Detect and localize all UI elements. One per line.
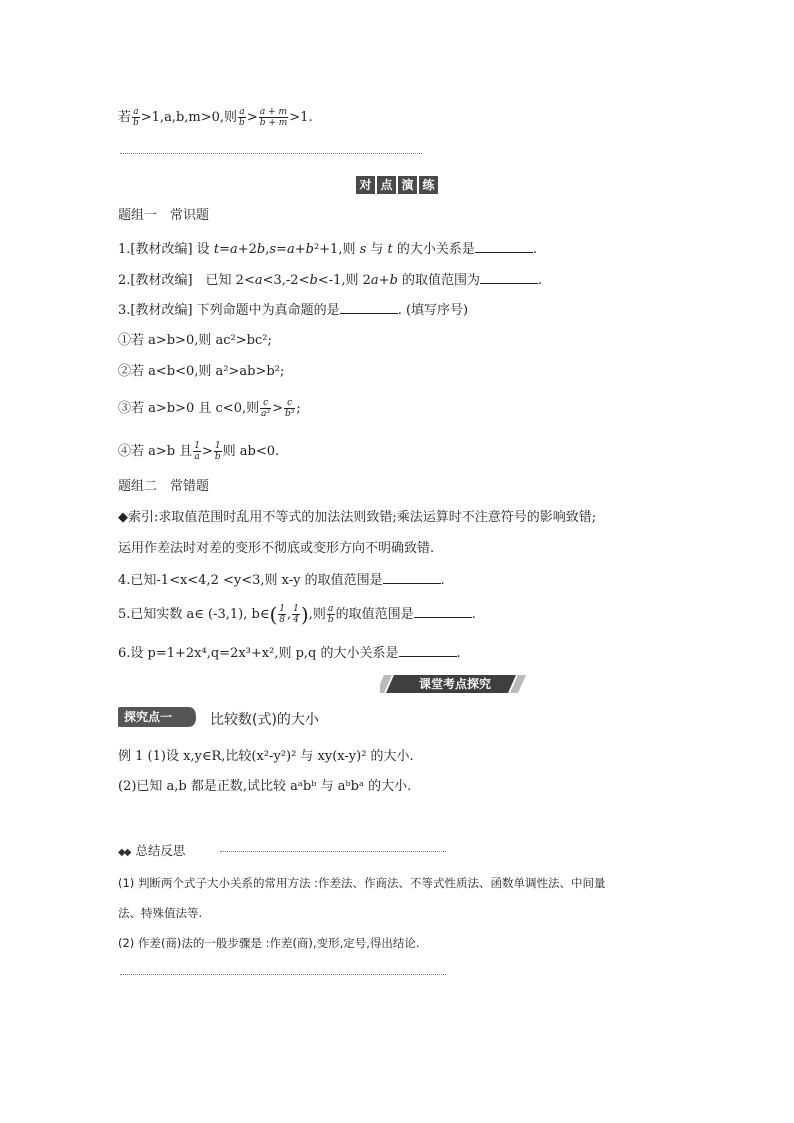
q1-text: 1.[教材改编] 设 — [118, 242, 214, 257]
frac-den: 8 — [279, 615, 286, 625]
var: b — [305, 242, 314, 257]
point-tag-text: 探究点一 — [124, 710, 173, 724]
frac-den: 4 — [293, 615, 299, 625]
opt4-text: > — [201, 444, 213, 459]
answer-blank[interactable] — [383, 571, 441, 584]
opt4-text: 则 ab<0. — [222, 444, 280, 459]
var: b — [309, 273, 318, 288]
frac-den: b — [133, 118, 139, 128]
banner-char: 演 — [398, 176, 417, 194]
question-3 — [118, 301, 468, 320]
fraction-a-over-b — [327, 604, 335, 625]
q6-text: . — [456, 646, 461, 661]
q1-text: +2 — [237, 242, 257, 257]
question-4 — [118, 571, 445, 590]
fraction-am-over-bm — [259, 107, 289, 128]
q5-text: 的取值范围是 — [335, 607, 414, 622]
q4-text: 4.已知-1<x<4,2 <y<3,则 x-y 的取值范围是 — [118, 573, 383, 588]
question-2 — [118, 271, 542, 290]
q2-text: 2.[教材改编] 已知 2< — [118, 273, 255, 288]
banner-char: 点 — [377, 176, 396, 194]
dotted-divider — [120, 153, 422, 154]
frac-den: b³ — [285, 409, 295, 419]
question-1 — [118, 240, 537, 259]
q1-text: 的大小关系是 — [392, 242, 475, 257]
fraction-a-over-b — [132, 107, 140, 128]
q4-text: . — [440, 573, 445, 588]
fraction-1-over-b — [214, 441, 222, 462]
q2-text: + — [378, 273, 390, 288]
group1-title: 题组一 常识题 — [118, 208, 210, 223]
example-line2: (2)已知 a,b 都是正数,试比较 aᵃbᵇ 与 aᵇbᵃ 的大小. — [118, 779, 412, 794]
answer-blank[interactable] — [414, 605, 472, 618]
group2-title: 题组二 常错题 — [118, 479, 210, 494]
q2-text: <3,-2< — [262, 273, 310, 288]
section-banner — [380, 675, 530, 693]
var: b — [389, 273, 398, 288]
option-2: ②若 a<b<0,则 a²>ab>b²; — [118, 364, 285, 379]
fraction-c-over-a3 — [260, 398, 271, 419]
answer-blank[interactable] — [480, 271, 538, 284]
frac-num: c — [260, 398, 271, 409]
fraction-1-over-a — [193, 441, 201, 462]
frac-num: a + m — [259, 107, 288, 117]
q1-text: , — [265, 242, 270, 257]
example-line1: 例 1 (1)设 x,y∈R,比较(x²-y²)² 与 xy(x-y)² 的大小. — [118, 749, 414, 764]
q5-text: 5.已知实数 a∈ (-3,1), b∈ — [118, 607, 270, 622]
frac-den: a — [194, 452, 200, 462]
option-4 — [118, 441, 279, 462]
opt3-text: > — [272, 401, 283, 416]
q1-text: = — [276, 242, 287, 257]
answer-blank[interactable] — [340, 301, 398, 314]
question-6 — [118, 644, 461, 663]
var: s — [359, 242, 367, 257]
answer-blank[interactable] — [475, 240, 533, 253]
frac-num: 1 — [279, 604, 286, 614]
summary-heading — [118, 843, 185, 861]
var: a — [229, 242, 238, 257]
q5-text: ,则 — [308, 607, 326, 622]
frac-den: b — [327, 615, 334, 625]
summary-line2: 法、特殊值法等. — [118, 906, 203, 920]
var: t — [213, 242, 220, 257]
practice-banner — [356, 176, 438, 194]
q1-text: 与 — [366, 242, 388, 257]
fraction-c-over-b3 — [284, 398, 295, 419]
intro-text: > — [246, 110, 258, 125]
q2-text: <-1,则 2 — [317, 273, 371, 288]
fraction-1-over-4 — [292, 604, 300, 625]
frac-den: b + m — [259, 118, 288, 128]
var: b — [256, 242, 266, 257]
banner-char: 对 — [356, 176, 375, 194]
q6-text: 6.设 p=1+2x⁴,q=2x³+x²,则 p,q 的大小关系是 — [118, 646, 399, 661]
q2-text: . — [538, 273, 543, 288]
index-note-line2: 运用作差法时对差的变形不彻底或变形方向不明确致错. — [118, 541, 435, 556]
q1-text: ²+1,则 — [313, 242, 360, 257]
intro-text: >1,a,b,m>0,则 — [140, 110, 238, 125]
frac-num: a — [239, 107, 245, 117]
q1-text: . — [532, 242, 538, 257]
opt3-text: ③若 a>b>0 且 c<0,则 — [118, 401, 260, 416]
summary-line1: (1) 判断两个式子大小关系的常用方法 :作差法、作商法、不等式性质法、函数单调性法、中间量 — [118, 876, 606, 890]
intro-statement — [118, 107, 313, 128]
var: s — [269, 242, 277, 257]
frac-num: a — [133, 107, 139, 117]
frac-num: c — [284, 398, 295, 409]
frac-num: 1 — [194, 441, 200, 451]
q1-text: = — [219, 242, 230, 257]
frac-den: b — [214, 452, 221, 462]
dotted-divider — [220, 851, 446, 852]
q1-text: + — [294, 242, 306, 257]
frac-den: b — [239, 118, 245, 128]
question-5 — [118, 604, 476, 625]
summary-line3: (2) 作差(商)法的一般步骤是 :作差(商),变形,定号,得出结论. — [118, 936, 420, 950]
frac-num: 1 — [214, 441, 221, 451]
frac-num: a — [328, 604, 334, 614]
intro-text: >1. — [289, 110, 313, 125]
point-title: 比较数(式)的大小 — [210, 712, 319, 728]
summary-heading-text: 总结反思 — [135, 843, 186, 858]
index-note-line1: ◆索引:求取值范围时乱用不等式的加法法则致错;乘法运算时不注意符号的影响致错; — [118, 510, 597, 525]
opt4-text: ④若 a>b 且 — [118, 444, 193, 459]
frac-den: a³ — [261, 409, 271, 419]
option-3 — [118, 398, 301, 419]
fraction-1-over-8 — [278, 604, 286, 625]
opt3-text: ; — [296, 401, 301, 416]
dotted-divider — [120, 974, 446, 975]
left-paren: ( — [269, 602, 278, 627]
section-banner-text: 课堂考点探究 — [418, 677, 491, 691]
q5-text: . — [471, 607, 476, 622]
answer-blank[interactable] — [399, 644, 457, 657]
banner-char: 练 — [419, 176, 438, 194]
fraction-a-over-b — [238, 107, 246, 128]
right-paren: ) — [300, 602, 309, 627]
frac-num: 1 — [293, 604, 299, 614]
diamond-icon: ◆◆ — [118, 847, 130, 858]
q3-text: 3.[教材改编] 下列命题中为真命题的是 — [118, 303, 340, 318]
intro-text: 若 — [118, 110, 132, 125]
q3-text: . (填写序号) — [397, 303, 469, 318]
point-tag — [118, 707, 196, 727]
q2-text: 的取值范围为 — [397, 273, 481, 288]
var: a — [286, 242, 295, 257]
option-1: ①若 a>b>0,则 ac²>bc²; — [118, 333, 272, 348]
var: t — [387, 242, 393, 257]
var: a — [254, 273, 263, 288]
var: a — [370, 273, 379, 288]
q5-text: , — [287, 607, 292, 622]
